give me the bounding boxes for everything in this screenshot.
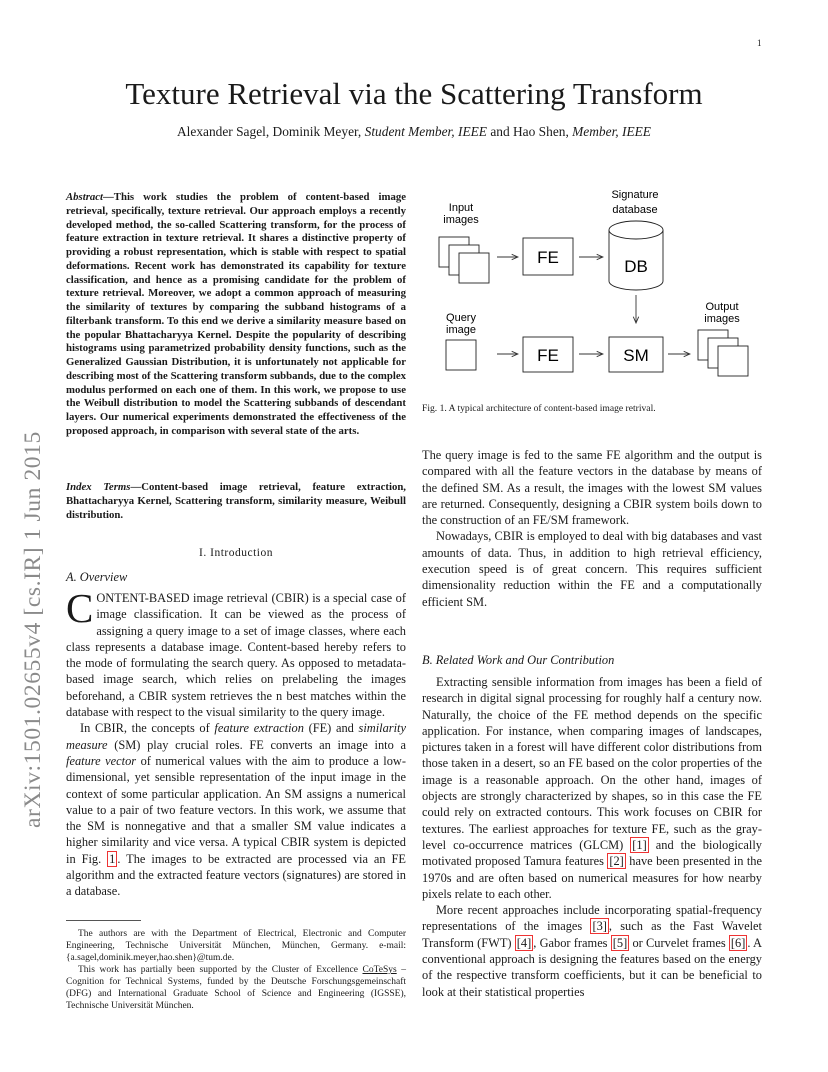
db-label: DB [624, 257, 648, 276]
figure-1-caption: Fig. 1. A typical architecture of content-based image retrival. [422, 403, 656, 414]
term-feature-extraction: feature extraction [214, 721, 304, 736]
output-images-stack [698, 330, 748, 376]
citation-link-6[interactable]: [6] [730, 935, 746, 950]
arxiv-stamp: arXiv:1501.02655v4 [cs.IR] 1 Jun 2015 [20, 431, 46, 828]
output-images-label-1: Output [705, 301, 739, 313]
author-names: Alexander Sagel, Dominik Meyer, [177, 124, 365, 139]
abstract-text: —This work studies the problem of content-based image retrieval, specifically, texture retrieval. Our approach employs a recently developed method, the so-called Scattering transform, for the process of feature extraction in texture retrieval. It shares a distinctive property of providing a robust representation, which is stable with respect to spatial deformations. Recent work has demonstrated its capability for texture classification, and hence as a promising candidate for the problem of texture retrieval. Moreover, we adopt a common approach of measuring the similarity of textures by comparing the subband histograms of a filterbank transform. To this end we derive a similarity measure based on the popular Bhattacharyya Kernel. Despite the popularity of describing histograms using parametrized probability density functions, such as the Generalized Gaussian Distribution, it is unfortunately not applicable for describing most of the Scattering transform subbands, due to the complex modulus performed on each one of them. In this work, we propose to use the Weibull distribution to model the Scattering subbands of descendant layers. Our numerical experiments demonstrated the effectiveness of the proposed approach, in comparison with several state of the arts. [66, 191, 406, 437]
right-body-2 [422, 674, 762, 1000]
intro-body [66, 585, 406, 900]
text-run: More recent approaches include incorporating spatial-frequency representations of the images [422, 903, 762, 934]
text-run: (SM) play crucial roles. FE converts an image into a [107, 737, 406, 752]
section-heading-introduction: I. Introduction [199, 547, 273, 559]
text-run: and the biologically motivated proposed Tamura features [422, 837, 762, 869]
text-run: (FE) and [303, 721, 359, 736]
text-run: or Curvelet frames [629, 935, 729, 950]
paragraph-nowadays: Nowadays, CBIR is employed to deal with big databases and vast amounts of data. Thus, in addition to high retrieval efficiency, execution speed is of great concern. This requires sufficient dimensionality reduction within the FE and a computationally efficient SM. [422, 529, 762, 609]
paragraph-extracting [422, 674, 762, 902]
signature-label-2: database [612, 204, 658, 216]
index-terms-text: —Content-based image retrieval, feature extraction, Bhattacharyya Kernel, Scattering transform, similarity measure, Weibull distribution. [66, 481, 406, 521]
subsection-heading-overview: A. Overview [66, 570, 128, 584]
author-line [0, 124, 828, 140]
figure-ref-link[interactable]: 1 [109, 851, 116, 866]
author-role-2: Member, IEEE [572, 124, 651, 139]
term-feature-vector: feature vector [66, 753, 137, 768]
cotesys-link[interactable]: CoTeSys [362, 965, 397, 975]
text-run: have been presented in the 1970s and are often based on numerical measures for how nearby pixels relate to each other. [422, 854, 762, 901]
author-role-1: Student Member, IEEE [364, 124, 487, 139]
intro-paragraph-2 [66, 720, 406, 899]
text-run: – Cognition for Technical Systems, funded by the Deutsche Forschungsgemeinschaft (DFG) and International Graduate School of Science and Engineering (IGSSE), Technische Universität München. [66, 965, 407, 1011]
footnote-affiliation: The authors are with the Department of Electrical, Electronic and Computer Engineering, Technische Universität München, München, Germany. e-mail: {a.sagel,dominik.meyer,hao.shen}@tum.de. [66, 929, 406, 963]
text-run: In CBIR, the concepts of [80, 721, 215, 736]
paragraph-query-fed: The query image is fed to the same FE algorithm and the output is compared with all the feature vectors in the database by means of the defined SM. As a result, the images with the lowest SM values are returned. Consequently, designing a CBIR system boils down to the construction of an FE/SM framework. [422, 448, 762, 528]
intro-paragraph-1 [66, 585, 406, 720]
page-number: 1 [757, 38, 762, 48]
paragraph-more-recent [422, 902, 762, 1000]
fe-label-bottom: FE [537, 346, 559, 365]
citation-link-4[interactable]: [4] [516, 935, 532, 950]
input-images-label-2: images [443, 214, 479, 226]
query-image-label-2: image [446, 324, 476, 336]
input-images-stack [439, 237, 489, 283]
citation-link-2[interactable]: [2] [609, 854, 624, 869]
footnote-funding [66, 964, 406, 1012]
text-run: , Gabor frames [533, 935, 611, 950]
fe-label-top: FE [537, 248, 559, 267]
intro-paragraph-1-text: ONTENT-BASED image retrieval (CBIR) is a special case of image classification. It can be viewed as the process of assigning a query image to a set of image classes, where each class represents a database image. Content-based hereby refers to the mode of formulating the search query. As opposed to metadata-based image search, which relies on prelabeling the images beforehand, a CBIR system retrieves the n best matches within the database with respect to the visual similarity to the query image. [66, 591, 406, 720]
text-run: , such as the Fast Wavelet Transform (FWT) [422, 919, 762, 950]
term-similarity-measure: similarity measure [66, 721, 406, 752]
footnote [66, 928, 406, 1012]
text-run: of numerical values with the aim to produce a low-dimensional, yet sensible representation of the input image in the context of some particular application. An SM assigns a numerical value to a pair of two feature vectors. In this work, we assume that the SM is nonnegative and that a smaller SM value indicates a higher similarity and vice versa. A typical CBIR system is depicted in Fig. [66, 753, 406, 866]
figure-1-diagram [422, 183, 762, 398]
text-run: This work has partially been supported by the Cluster of Excellence [78, 965, 363, 975]
sm-label: SM [623, 346, 649, 365]
citation-link-3[interactable]: [3] [592, 919, 607, 934]
dropcap: C [66, 585, 94, 631]
index-terms-label: Index Terms [66, 481, 131, 493]
subsection-heading-related-work: B. Related Work and Our Contribution [422, 653, 615, 667]
query-image-box [446, 340, 476, 370]
author-and: and Hao Shen, [486, 124, 573, 139]
index-terms [66, 481, 406, 522]
citation-link-5[interactable]: [5] [612, 935, 628, 950]
text-run: Extracting sensible information from images has been a field of research in digital signal processing for roughly half a century now. Naturally, the choice of the FE method depends on the specific application. For instance, when comparing images of landscapes, pictures taken in a forest will have different color distributions from those taken in a desert, so an FE based on the color properties of the image is a reasonable approach. On the other hand, images of objects are strongly characterized by shapes, so in this case the FE could rely on extracted contours. This work focuses on CBIR for textures. The earliest approaches for texture FE, such as the gray-level co-occurrence matrices (GLCM) [422, 675, 762, 852]
abstract [66, 191, 406, 439]
db-cylinder [609, 221, 663, 290]
signature-label-1: Signature [611, 189, 659, 201]
right-body-1 [422, 447, 762, 610]
abstract-label: Abstract [66, 191, 104, 203]
cbir-architecture-diagram [422, 183, 762, 398]
text-run: . A conventional approach is designing the features based on the energy of the respective transform coefficients, but it can be beneficial to look at their statistical properties [422, 935, 762, 999]
citation-link-1[interactable]: [1] [632, 837, 647, 852]
text-run: . The images to be extracted are processed via an FE algorithm and the extracted feature vectors (signatures) are stored in a database. [66, 851, 406, 899]
input-images-label-1: Input [448, 202, 474, 214]
footnote-rule [66, 920, 141, 921]
output-images-label-2: images [704, 313, 740, 325]
paper-title: Texture Retrieval via the Scattering Transform [125, 76, 703, 111]
query-image-label-1: Query [446, 312, 476, 324]
